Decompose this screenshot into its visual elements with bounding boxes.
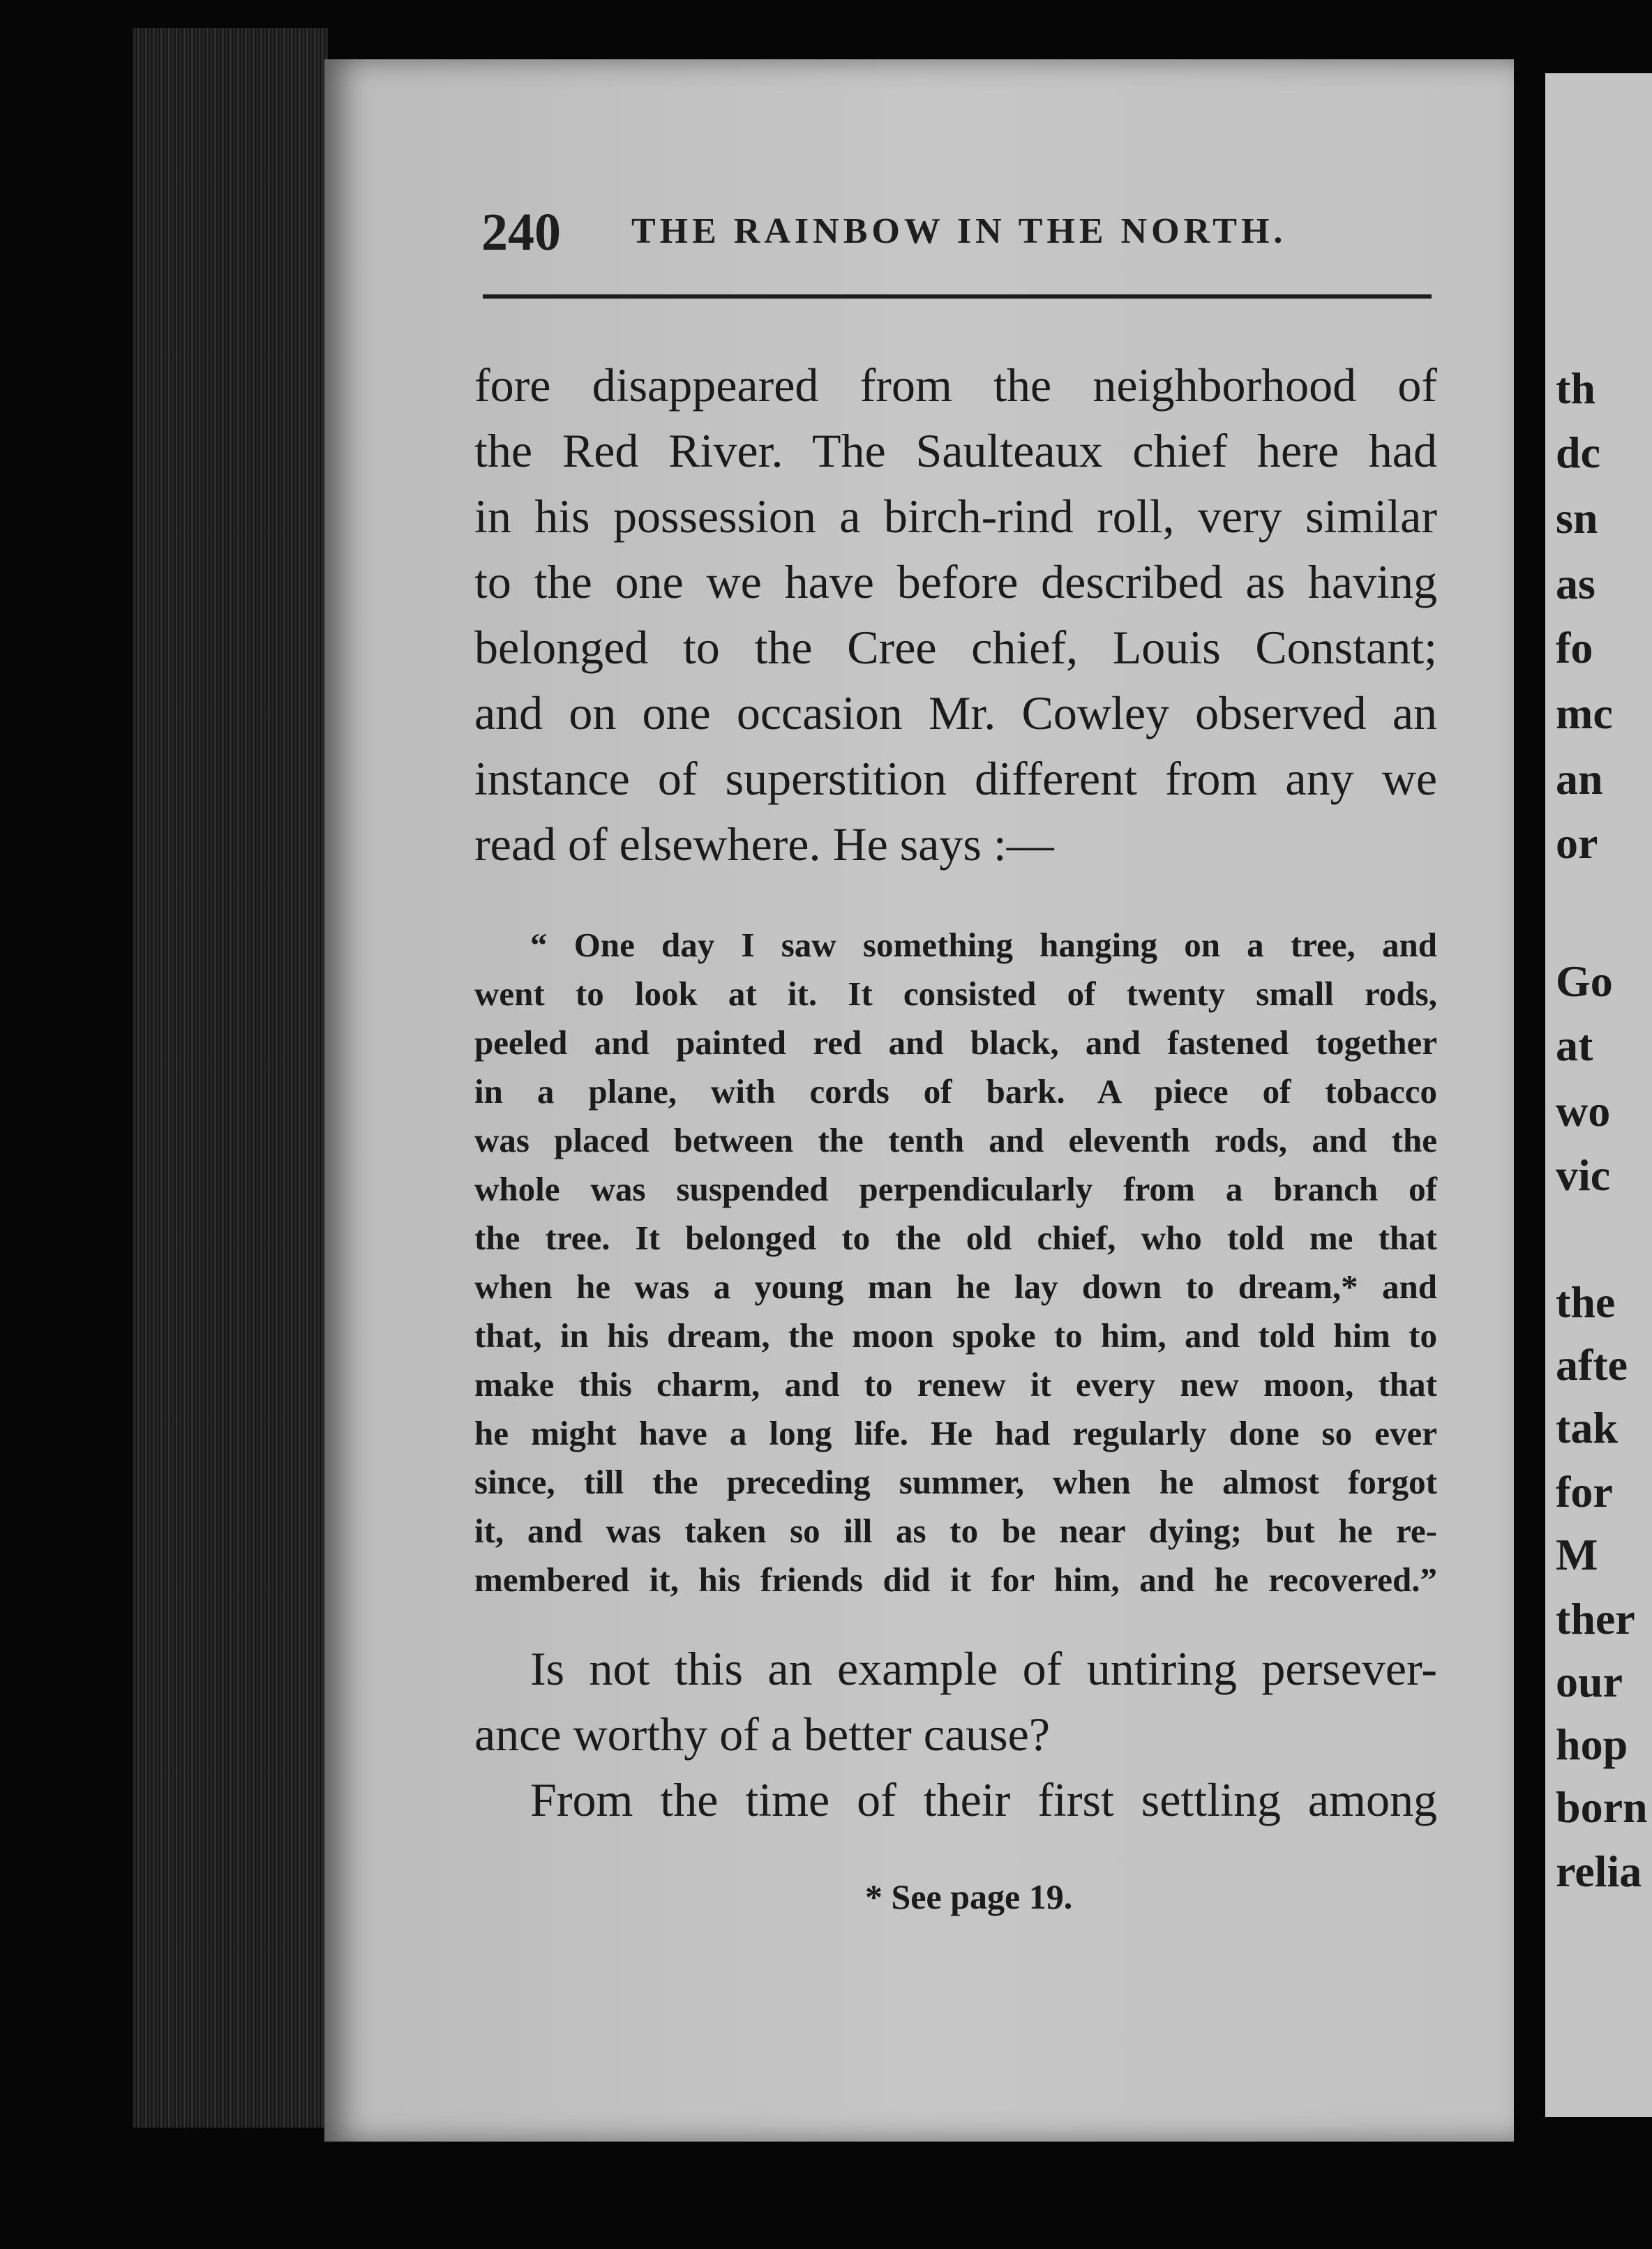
facing-page-fragment: mc (1556, 689, 1613, 738)
quote-line: was placed between the tenth and eleventh rods, and the (474, 1121, 1437, 1159)
quote-line: “ One day I saw something hanging on a tree, and (530, 926, 1437, 964)
quote-line: peeled and painted red and black, and fastened together (474, 1023, 1437, 1062)
facing-page-fragment: hop (1556, 1720, 1628, 1769)
quote-line: he might have a long life. He had regularly done so ever (474, 1414, 1437, 1452)
quote-line: in a plane, with cords of bark. A piece of tobacco (474, 1072, 1437, 1111)
block-quote (474, 921, 1437, 1604)
facing-page-fragment: dc (1556, 428, 1600, 477)
footnote: * See page 19. (865, 1877, 1073, 1916)
facing-page-fragment: tak (1556, 1403, 1618, 1452)
quote-line: since, till the preceding summer, when he almost forgot (474, 1463, 1437, 1501)
facing-page-fragment: vic (1556, 1150, 1611, 1200)
facing-page-fragment: for (1556, 1467, 1613, 1517)
facing-page-fragment: Go (1556, 956, 1613, 1006)
quote-line: the tree. It belonged to the old chief, who told me that (474, 1219, 1437, 1257)
body-paragraph-after-quote (474, 1636, 1437, 1833)
quote-line: when he was a young man he lay down to dream,* and (474, 1268, 1437, 1306)
quote-line: whole was suspended perpendicularly from a branch of (474, 1170, 1437, 1208)
header-rule (483, 294, 1432, 299)
quote-line: that, in his dream, the moon spoke to him, and told him to (474, 1316, 1437, 1355)
page-header (481, 202, 1430, 262)
text-line: From the time of their first settling among (530, 1773, 1437, 1826)
text-line: and on one occasion Mr. Cowley observed an (474, 686, 1437, 739)
text-line: to the one we have before described as having (474, 555, 1437, 608)
page-number: 240 (481, 203, 561, 262)
facing-page-fragment: wo (1556, 1086, 1611, 1136)
facing-page-fragment: our (1556, 1657, 1623, 1706)
quote-line: make this charm, and to renew it every new moon, that (474, 1365, 1437, 1404)
facing-page-fragment: M (1556, 1530, 1598, 1579)
body-paragraph (474, 352, 1437, 877)
running-head: THE RAINBOW IN THE NORTH. (631, 211, 1287, 251)
facing-page-fragment: relia (1556, 1846, 1642, 1896)
text-line: in his possession a birch-rind roll, very similar (474, 490, 1437, 543)
facing-page-fragment: fo (1556, 623, 1593, 672)
facing-page-fragment: afte (1556, 1340, 1628, 1390)
text-line: ance worthy of a better cause? (474, 1708, 1050, 1761)
quote-line: went to look at it. It consisted of twenty small rods, (474, 975, 1437, 1013)
facing-page-fragment: sn (1556, 493, 1598, 543)
facing-page-fragment: th (1556, 363, 1595, 413)
text-line: the Red River. The Saulteaux chief here had (474, 424, 1437, 477)
facing-page-fragment: the (1556, 1277, 1616, 1327)
text-line: fore disappeared from the neighborhood of (474, 359, 1437, 412)
book-spine-edge (133, 28, 328, 2128)
quote-line: membered it, his friends did it for him, and he recovered.” (474, 1560, 1437, 1599)
facing-page-fragment: born (1556, 1782, 1648, 1832)
facing-page-fragment: as (1556, 559, 1595, 608)
facing-page-fragment: or (1556, 818, 1598, 868)
facing-page-fragment: ther (1556, 1594, 1635, 1644)
quote-line: it, and was taken so ill as to be near dying; but he re- (474, 1512, 1437, 1550)
text-line: belonged to the Cree chief, Louis Constant; (474, 621, 1437, 674)
facing-page-fragment: at (1556, 1021, 1593, 1070)
text-line: read of elsewhere. He says :— (474, 818, 1054, 871)
text-line: instance of superstition different from any we (474, 752, 1437, 805)
facing-page-fragment: an (1556, 754, 1603, 804)
text-line: Is not this an example of untiring persever- (530, 1642, 1437, 1695)
